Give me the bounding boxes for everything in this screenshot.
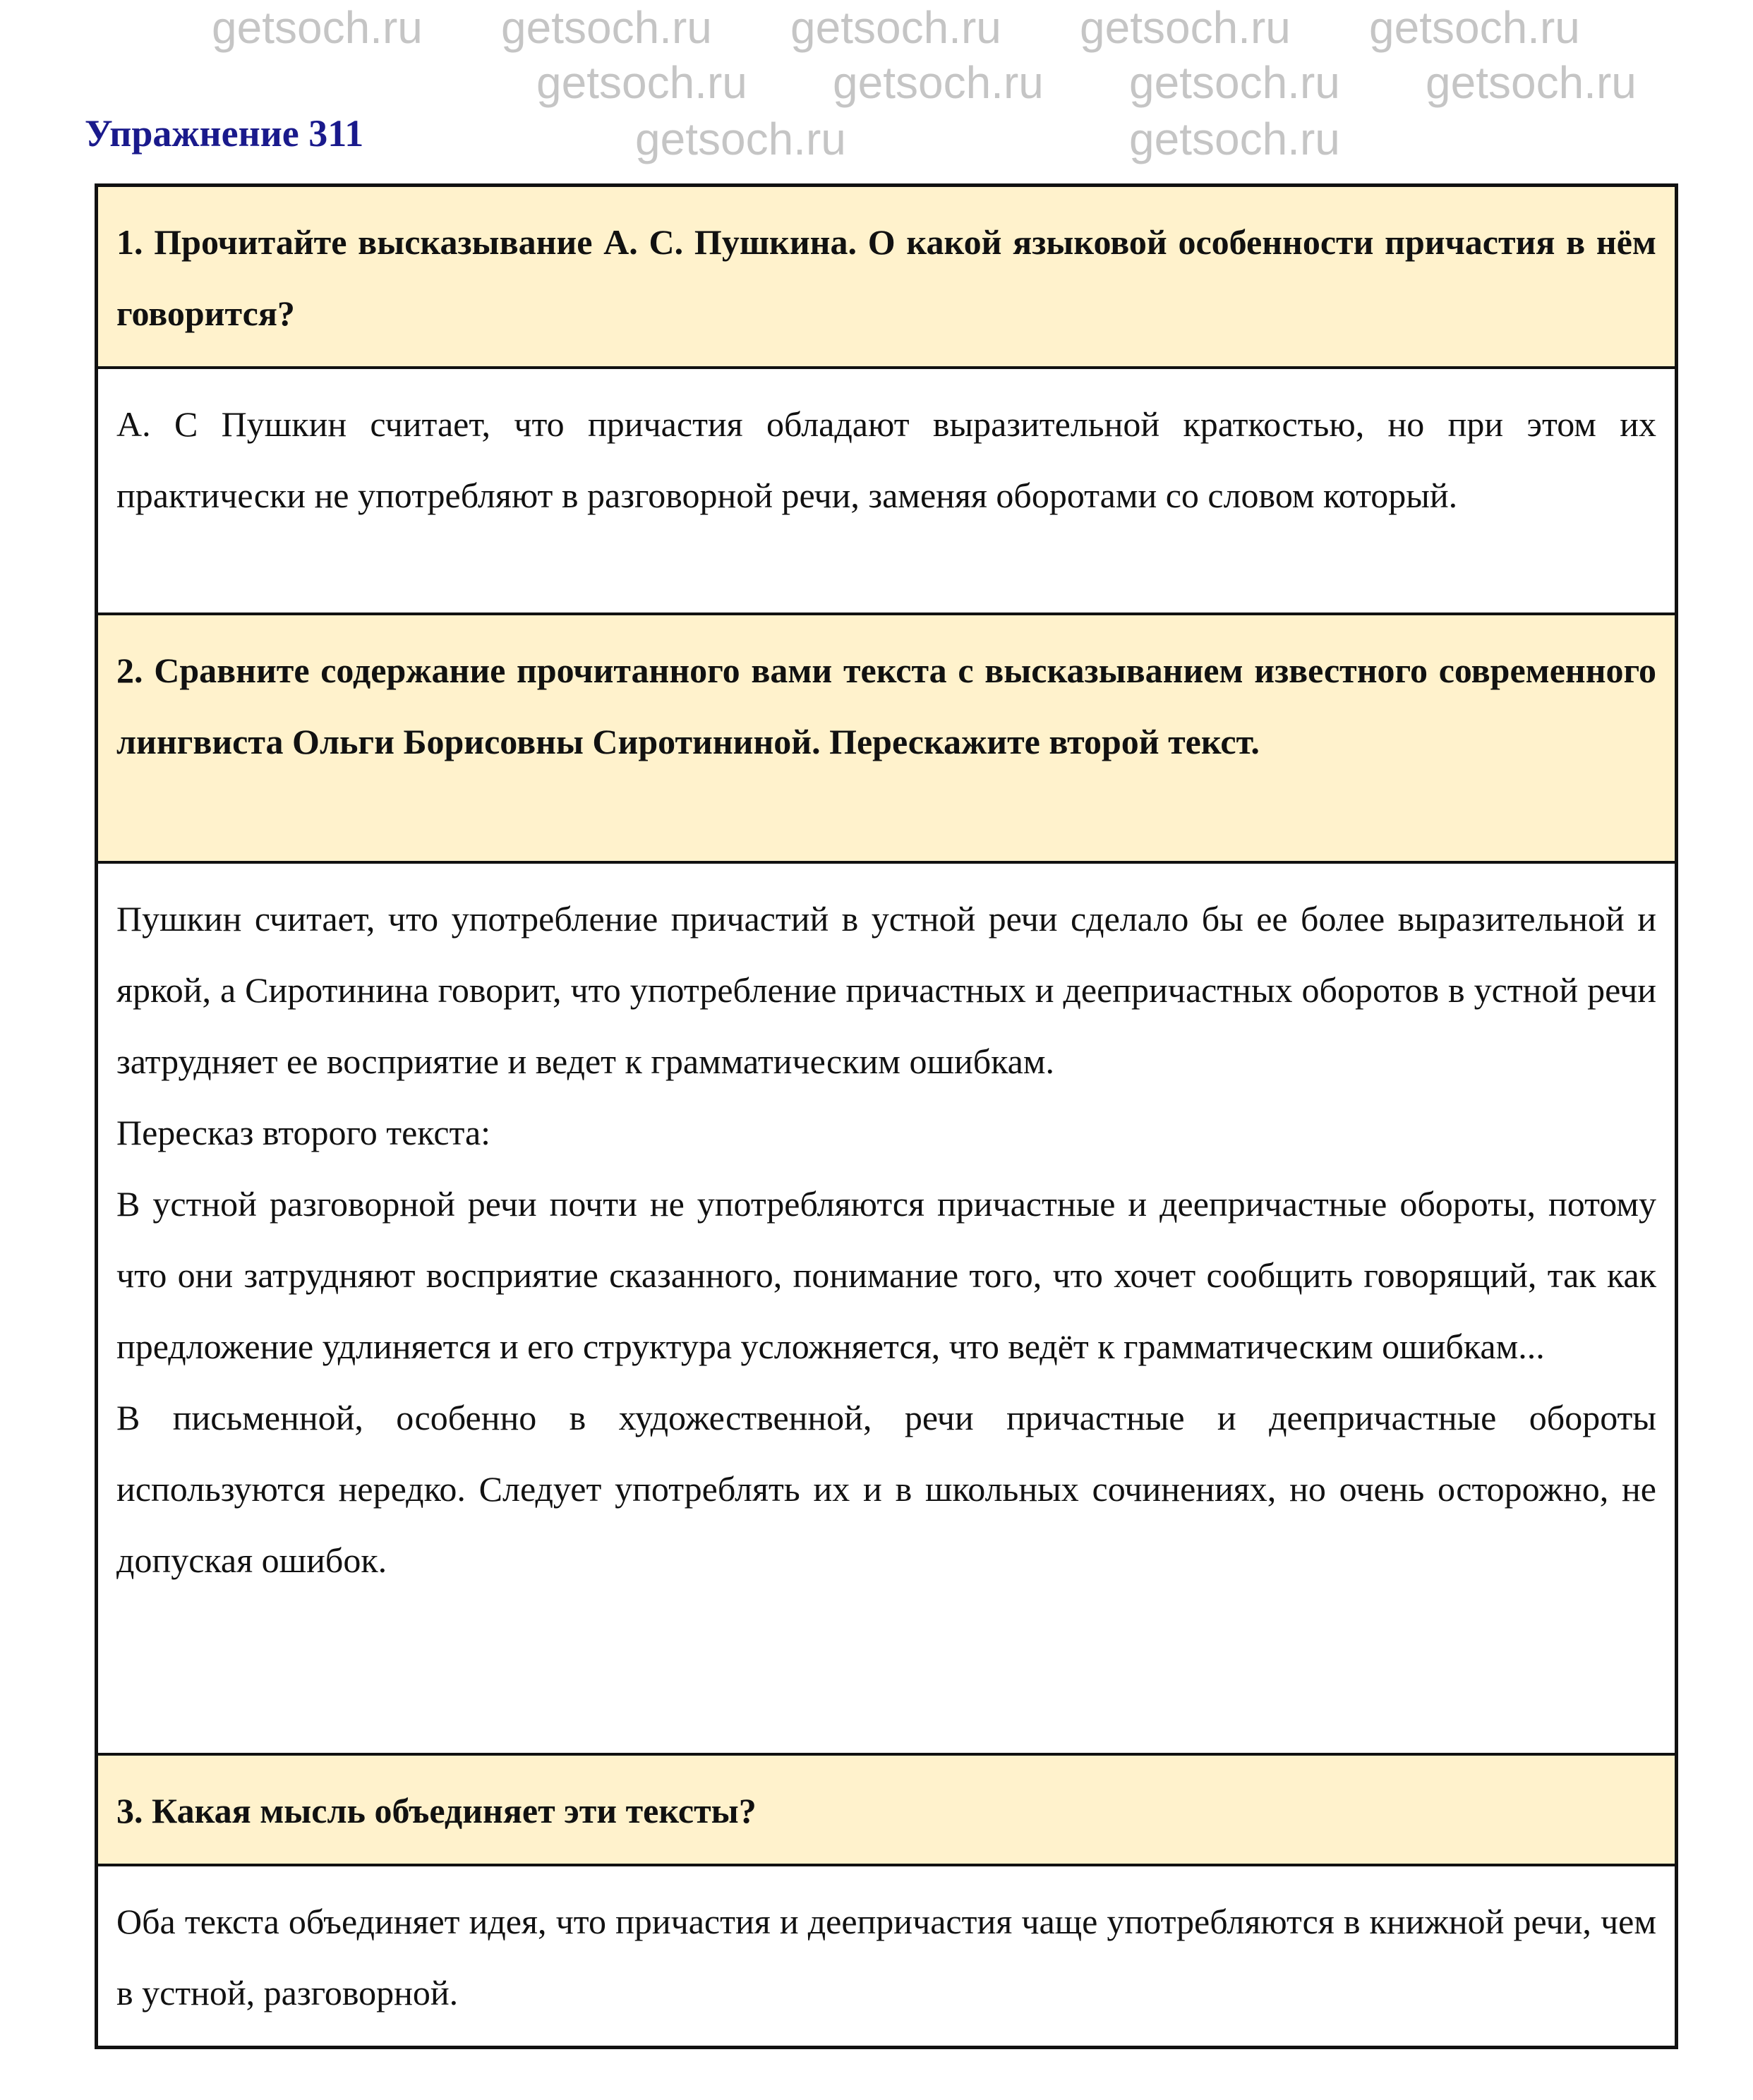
- answer-paragraph: В устной разговорной речи почти не употребляются причастные и деепричастные обороты, потому что они затрудняют восприятие сказанного, понимание того, что хочет сообщить говорящий, так как предложение удлиняется и его структура усложняется, что ведёт к грамматическим ошибкам...: [116, 1184, 1656, 1366]
- watermark: getsoch.ru: [1369, 2, 1580, 53]
- watermark: getsoch.ru: [1426, 57, 1637, 108]
- answer-2: [98, 864, 1675, 1756]
- watermark: getsoch.ru: [501, 2, 712, 53]
- watermark: getsoch.ru: [1129, 57, 1340, 108]
- watermark: getsoch.ru: [833, 57, 1044, 108]
- answer-paragraph: Пушкин считает, что употребление причастий в устной речи сделало бы ее более выразительной и яркой, а Сиротинина говорит, что употребление причастных и деепричастных оборотов в устной речи затрудняет ее восприятие и ведет к грамматическим ошибкам.: [116, 899, 1656, 1081]
- answer-paragraph: А. С Пушкин считает, что причастия обладают выразительной краткостью, но при этом их практически не употребляют в разговорной речи, заменяя оборотами со словом который.: [116, 404, 1656, 515]
- answer-paragraph: Оба текста объединяет идея, что причастия и деепричастия чаще употребляются в книжной речи, чем в устной, разговорной.: [116, 1902, 1656, 2012]
- answer-1: [98, 369, 1675, 615]
- answer-3: [98, 1866, 1675, 2046]
- watermark: getsoch.ru: [212, 2, 423, 53]
- watermark: getsoch.ru: [1129, 114, 1340, 164]
- watermark: getsoch.ru: [1080, 2, 1291, 53]
- answer-paragraph: Пересказ второго текста:: [116, 1113, 491, 1152]
- question-2: 2. Сравните содержание прочитанного вами текста с высказыванием известного современного лингвиста Ольги Борисовны Сиротининой. Перескажите второй текст.: [98, 615, 1675, 864]
- watermark: getsoch.ru: [790, 2, 1001, 53]
- question-1: 1. Прочитайте высказывание А. С. Пушкина. О какой языковой особенности причастия в нём говорится?: [98, 187, 1675, 369]
- watermark: getsoch.ru: [635, 114, 846, 164]
- watermark: getsoch.ru: [536, 57, 747, 108]
- question-3: 3. Какая мысль объединяет эти тексты?: [98, 1756, 1675, 1866]
- exercise-title: Упражнение 311: [85, 112, 364, 155]
- answer-paragraph: В письменной, особенно в художественной, речи причастные и деепричастные обороты используются нередко. Следует употреблять их и в школьных сочинениях, но очень осторожно, не допуская ошибок.: [116, 1398, 1656, 1580]
- exercise-table: [95, 183, 1678, 2049]
